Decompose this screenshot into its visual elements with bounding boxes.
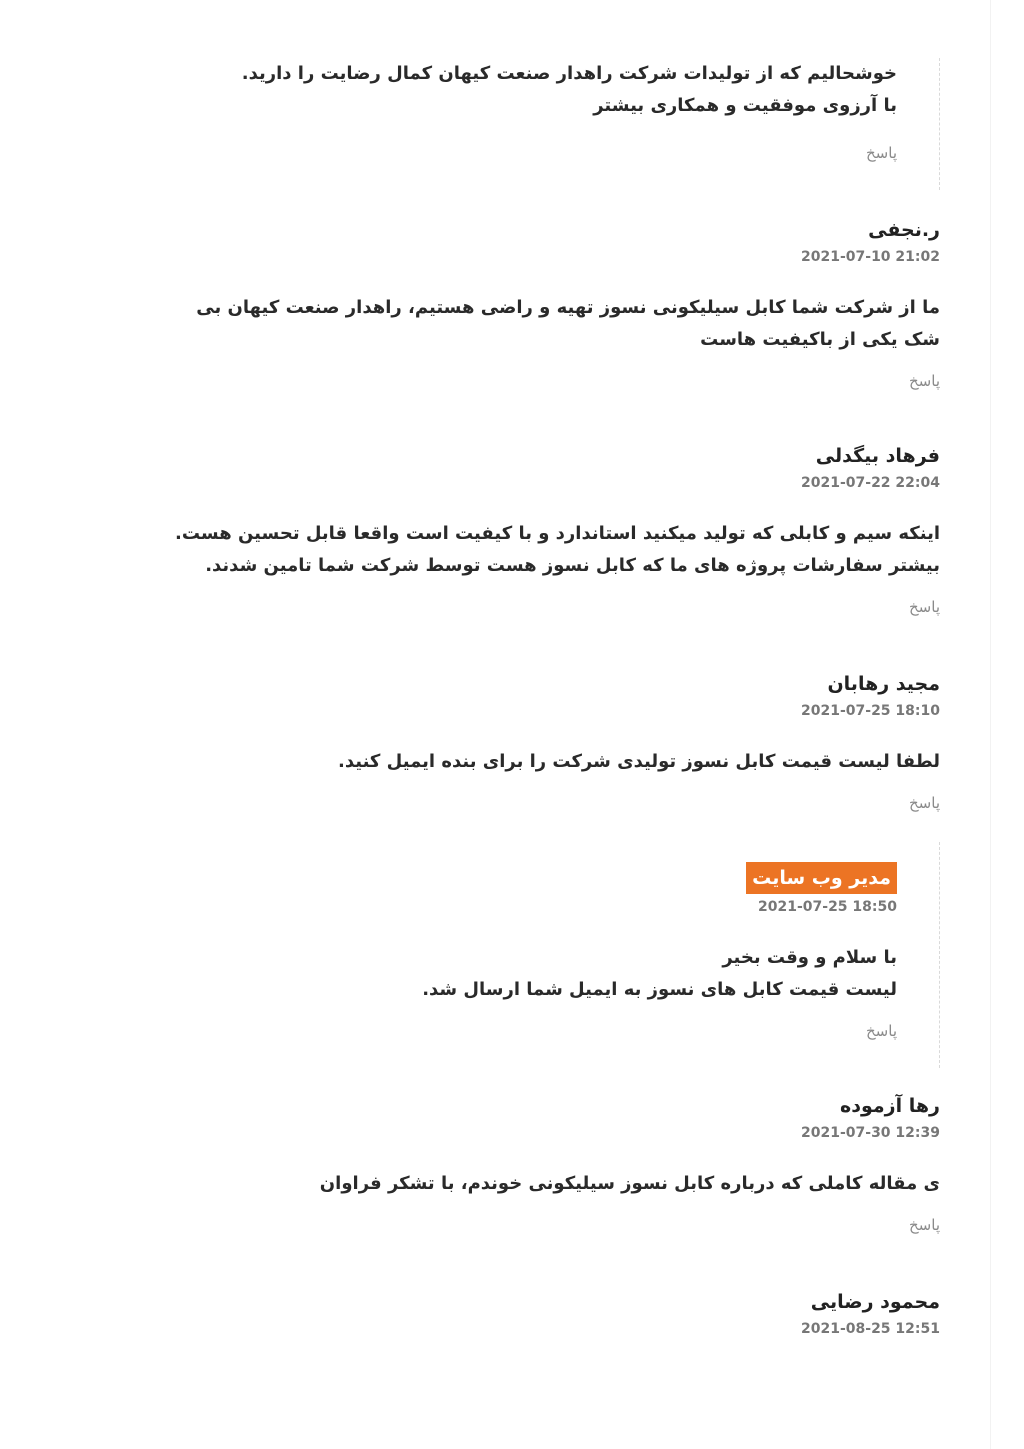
comment-text-line: لیست قیمت کابل های نسوز به ایمیل شما ارسال شد.: [422, 979, 897, 1000]
comment-text: [168, 746, 940, 778]
reply-link[interactable]: پاسخ: [909, 794, 940, 812]
comment-author: ر.نجفی: [868, 219, 940, 241]
comment-date: 2021-07-22 22:04: [801, 475, 940, 491]
comment-rahaban: [168, 670, 940, 814]
reply-link[interactable]: پاسخ: [909, 1216, 940, 1234]
comment-beigdeli: [168, 442, 940, 618]
reply-link[interactable]: پاسخ: [909, 598, 940, 616]
comment-text-line: با آرزوی موفقیت و همکاری بیشتر: [593, 95, 897, 116]
comment-azmoodeh: [168, 1092, 940, 1236]
comment-text: [160, 942, 897, 1006]
reply-link[interactable]: پاسخ: [909, 372, 940, 390]
comment-text-line: با سلام و وقت بخیر: [722, 947, 897, 968]
comment-text-line: لطفا لیست قیمت کابل نسوز تولیدی شرکت را برای بنده ایمیل کنید.: [337, 751, 940, 772]
comment-text-line: خوشحالیم که از تولیدات شرکت راهدار صنعت کیهان کمال رضایت را دارید.: [241, 63, 897, 84]
admin-badge: مدیر وب سایت: [746, 862, 897, 894]
comment-date: 2021-07-30 12:39: [801, 1125, 940, 1141]
comment-date: 2021-08-25 12:51: [801, 1321, 940, 1337]
reply-link[interactable]: پاسخ: [866, 144, 897, 162]
comment-reply-admin-2: [160, 842, 940, 1068]
comment-text: [168, 518, 940, 582]
comment-text-line: ما از شرکت شما کابل سیلیکونی نسوز تهیه و راضی هستیم، راهدار صنعت کیهان بی شک یکی از باکیفیت هاست: [196, 297, 940, 350]
comment-text: [168, 292, 940, 356]
comment-date: 2021-07-25 18:10: [801, 703, 940, 719]
comment-author: محمود رضایی: [810, 1291, 940, 1313]
comment-author: مجید رهابان: [827, 673, 940, 695]
comment-reply-admin-1: [160, 58, 940, 190]
comment-author: رها آزموده: [840, 1095, 940, 1117]
reply-link[interactable]: پاسخ: [866, 1022, 897, 1040]
comment-rezaei: [168, 1288, 940, 1340]
comment-text-line: ی مقاله کاملی که درباره کابل نسوز سیلیکونی خوندم، با تشکر فراوان: [319, 1173, 940, 1194]
comment-text-line: اینکه سیم و کابلی که تولید میکنید استاندارد و با کیفیت است واقعا قابل تحسین هست. بیشتر سفارشات پروژه های ما که کابل نسوز هست توسط شرکت شما تامین شدند.: [175, 523, 940, 576]
comment-date: 2021-07-10 21:02: [801, 249, 940, 265]
comment-text: [168, 1168, 940, 1200]
comment-date: 2021-07-25 18:50: [758, 899, 897, 915]
comment-najafi: [168, 216, 940, 392]
comment-text: [160, 58, 897, 122]
comment-author: فرهاد بیگدلی: [815, 445, 940, 467]
